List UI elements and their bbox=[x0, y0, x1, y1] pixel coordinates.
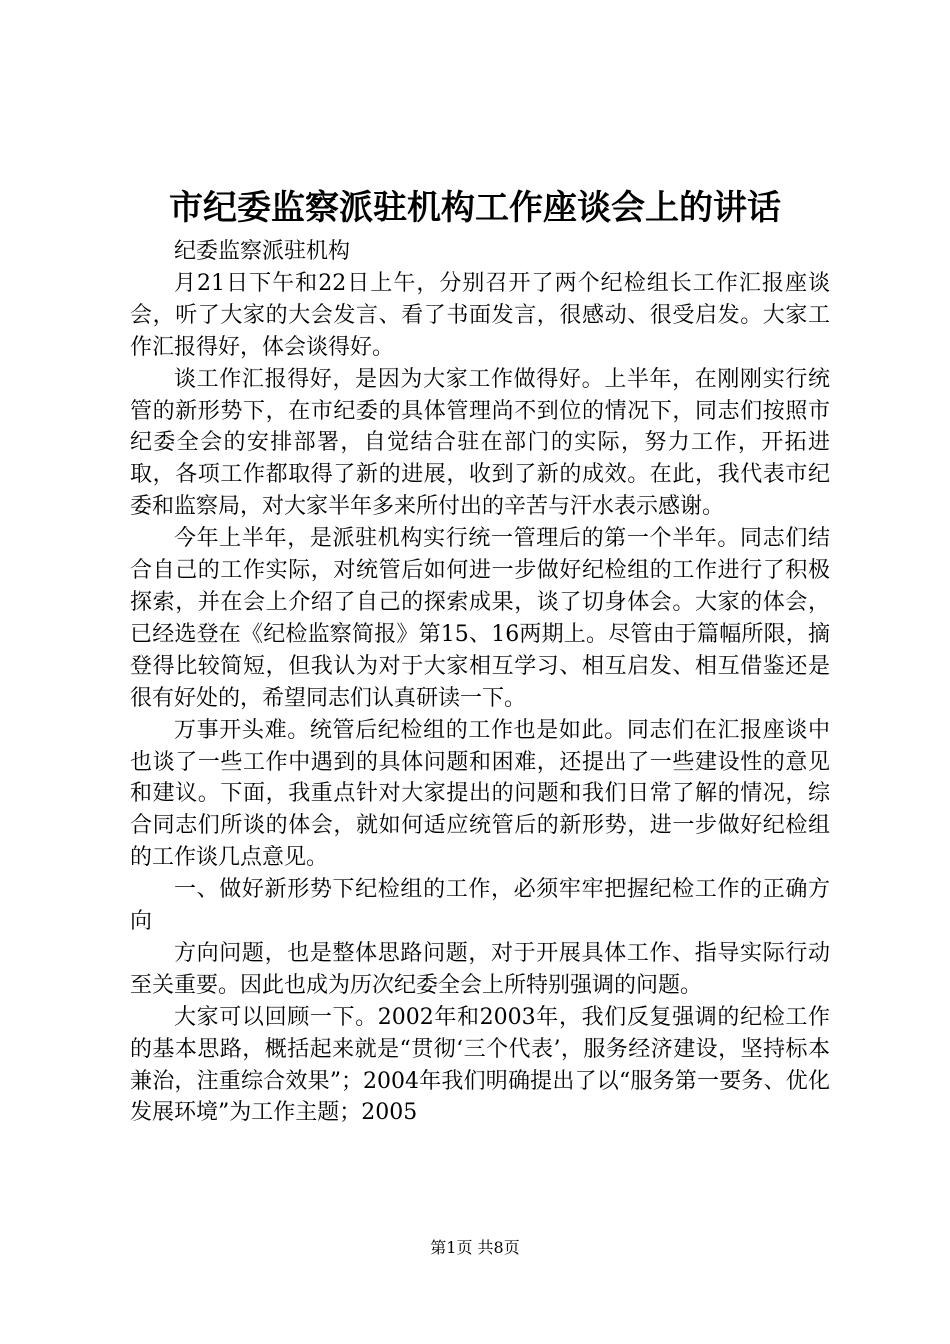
document-body bbox=[130, 236, 830, 1129]
paragraph: 方向问题，也是整体思路问题，对于开展具体工作、指导实际行动至关重要。因此也成为历次纪委全会上所特别强调的问题。 bbox=[130, 940, 830, 998]
paragraph: 谈工作汇报得好，是因为大家工作做得好。上半年，在刚刚实行统管的新形势下，在市纪委的具体管理尚不到位的情况下，同志们按照市纪委全会的安排部署，自觉结合驻在部门的实际，努力工作，开拓进取，各项工作都取得了新的进展，收到了新的成效。在此，我代表市纪委和监察局，对大家半年多来所付出的辛苦与汗水表示感谢。 bbox=[130, 366, 830, 520]
paragraph-subtitle: 纪委监察派驻机构 bbox=[174, 239, 351, 264]
paragraph: 万事开头难。统管后纪检组的工作也是如此。同志们在汇报座谈中也谈了一些工作中遇到的具体问题和困难，还提出了一些建设性的意见和建议。下面，我重点针对大家提出的问题和我们日常了解的情况，综合同志们所谈的体会，就如何适应统管后的新形势，进一步做好纪检组的工作谈几点意见。 bbox=[130, 717, 830, 871]
page-footer: 第1页 共8页 bbox=[430, 1238, 520, 1257]
paragraph: 大家可以回顾一下。2002年和2003年，我们反复强调的纪检工作的基本思路，概括起来就是“贯彻‘三个代表’，服务经济建设，坚持标本兼治，注重综合效果”；2004年我们明确提出了以“服务第一要务、优化发展环境”为工作主题；2005 bbox=[130, 1004, 830, 1126]
paragraph: 今年上半年，是派驻机构实行统一管理后的第一个半年。同志们结合自己的工作实际，对统管后如何进一步做好纪检组的工作进行了积极探索，并在会上介绍了自己的探索成果，谈了切身体会。大家的体会，已经选登在《纪检监察简报》第15、16两期上。尽管由于篇幅所限，摘登得比较简短，但我认为对于大家相互学习、相互启发、相互借鉴还是很有好处的，希望同志们认真研读一下。 bbox=[130, 526, 830, 711]
section-heading: 一、做好新形势下纪检组的工作，必须牢牢把握纪检工作的正确方向 bbox=[130, 877, 830, 935]
document-title: 市纪委监察派驻机构工作座谈会上的讲话 bbox=[169, 188, 781, 228]
paragraph: 月21日下午和22日上午，分别召开了两个纪检组长工作汇报座谈会，听了大家的大会发言、看了书面发言，很感动、很受启发。大家工作汇报得好，体会谈得好。 bbox=[130, 270, 830, 360]
